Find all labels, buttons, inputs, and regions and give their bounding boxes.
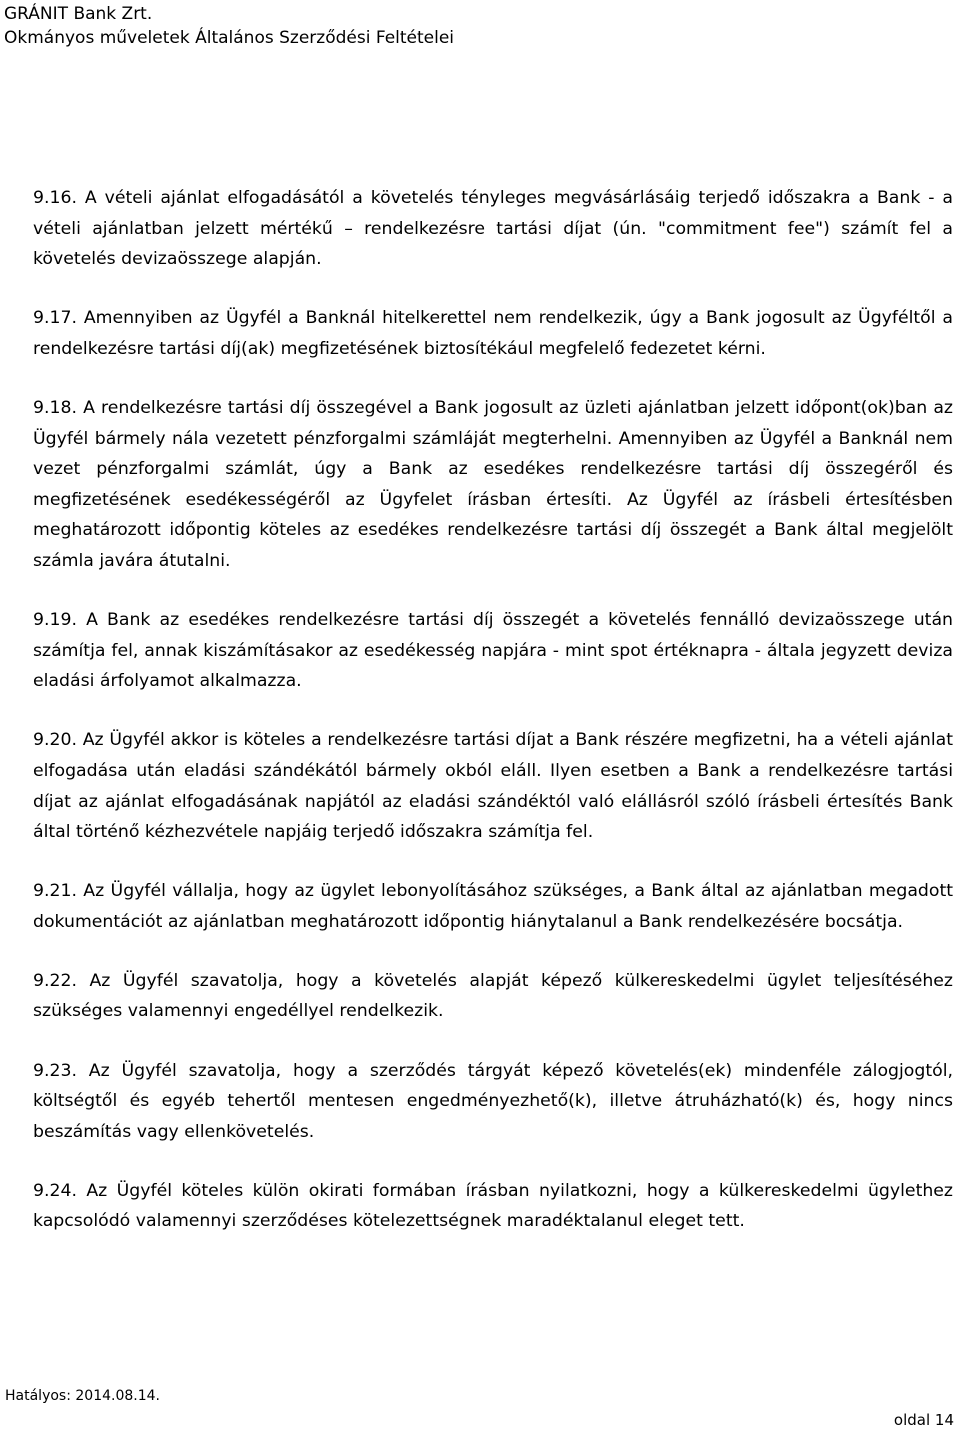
effective-date: Hatályos: 2014.08.14. [5, 1388, 160, 1404]
document-body [33, 183, 953, 1266]
company-name: GRÁNIT Bank Zrt. [4, 4, 153, 24]
paragraph-9-21: 9.21. Az Ügyfél vállalja, hogy az ügylet lebonyolításához szükséges, a Bank által az ajánlatban megadott dokumentációt az ajánlatban meghatározott időpontig hiánytalanul a Bank rendelkezésére bocsátja. [33, 881, 953, 932]
paragraph-9-24: 9.24. Az Ügyfél köteles külön okirati formában írásban nyilatkozni, hogy a külkereskedelmi ügylethez kapcsolódó valamennyi szerződéses kötelezettségnek maradéktalanul eleget tett. [33, 1180, 953, 1232]
paragraph-9-19: 9.19. A Bank az esedékes rendelkezésre tartási díj összegét a követelés fennálló devizaösszege után számítja fel, annak kiszámításakor az esedékesség napjára - mint spot értéknapra - általa jegyzett deviza eladási árfolyamot alkalmazza. [33, 610, 953, 692]
paragraph-9-20: 9.20. Az Ügyfél akkor is köteles a rendelkezésre tartási díjat a Bank részére megfizetni, ha a vételi ajánlat elfogadása után eladási szándékától bármely okból eláll. Ilyen esetben a Bank a rendelkezésre tartási díjat az ajánlat elfogadásának napjától az eladási szándéktól való elállásról szóló írásbeli értesítés Bank által történő kézhezvétele napjáig terjedő időszakra számítja fel. [33, 730, 953, 843]
page-header [4, 2, 454, 50]
paragraph-9-23: 9.23. Az Ügyfél szavatolja, hogy a szerződés tárgyát képező követelés(ek) mindenféle zálogjogtól, költségtől és egyéb tehertől mentesen engedményezhető(k), illetve átruházható(k) és, hogy nincs beszámítás vagy ellenkövetelés. [33, 1060, 953, 1142]
page-number: oldal 14 [893, 1411, 954, 1429]
paragraph-9-18: 9.18. A rendelkezésre tartási díj összegével a Bank jogosult az üzleti ajánlatban jelzett időpont(ok)ban az Ügyfél bármely nála vezetett pénzforgalmi számláját megterhelni. Amennyiben az Ügyfél a Banknál nem vezet pénzforgalmi számlát, úgy a Bank az esedékes rendelkezésre tartási díj összegéről és megfizetésének esedékességéről az Ügyfelet írásban értesíti. Az Ügyfél az írásbeli értesítésben meghatározott időpontig köteles az esedékes rendelkezésre tartási díj összegét a Bank által megjelölt számla javára átutalni. [33, 397, 953, 571]
paragraph-9-22: 9.22. Az Ügyfél szavatolja, hogy a követelés alapját képező külkereskedelmi ügylet teljesítéséhez szükséges valamennyi engedéllyel rendelkezik. [33, 970, 953, 1022]
document-title: Okmányos műveletek Általános Szerződési Feltételei [4, 28, 455, 48]
paragraph-9-16: 9.16. A vételi ajánlat elfogadásától a követelés tényleges megvásárlásáig terjedő időszakra a Bank - a vételi ajánlatban jelzett mértékű – rendelkezésre tartási díjat (ún. "commitment fee") számít fel a követelés devizaösszege alapján. [33, 188, 953, 270]
paragraph-9-17: 9.17. Amennyiben az Ügyfél a Banknál hitelkerettel nem rendelkezik, úgy a Bank jogosult az Ügyféltől a rendelkezésre tartási díj(ak) megfizetésének biztosítékául megfelelő fedezetet kérni. [33, 308, 953, 359]
